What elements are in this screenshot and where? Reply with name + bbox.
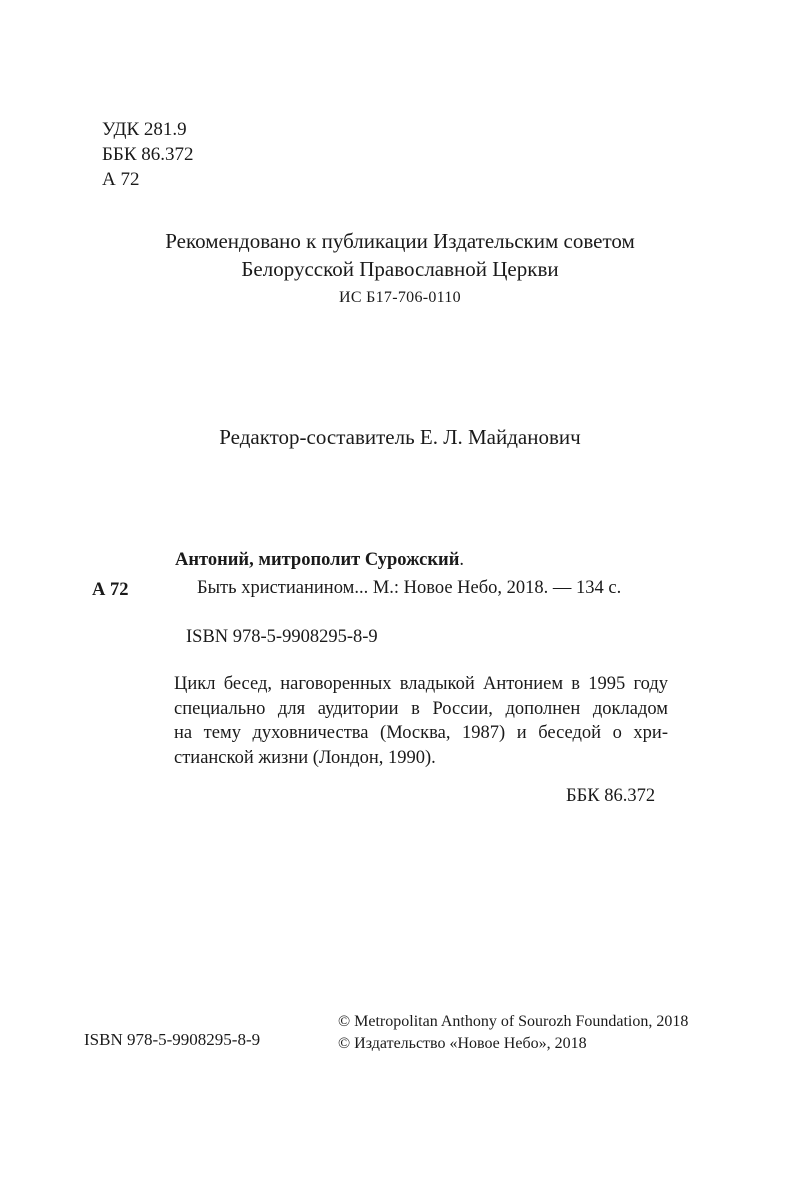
recommendation-line-1: Рекомендовано к публикации Издательским советом (165, 229, 635, 253)
annotation-line: стианской жизни (Лондон, 1990). (174, 747, 436, 768)
copyright-publisher: © Издательство «Новое Небо», 2018 (338, 1035, 587, 1052)
footer-isbn: ISBN 978-5-9908295-8-9 (84, 1030, 261, 1049)
recommendation-line-2: Белорусской Православной Церкви (241, 257, 559, 281)
udk-code: УДК 281.9 (102, 119, 187, 140)
catalog-author (175, 550, 464, 571)
annotation-line: специально для аудитории в России, дополнен докладом (174, 698, 668, 719)
author-sign-code: А 72 (102, 169, 140, 190)
copyright-foundation: © Metropolitan Anthony of Sourozh Foundation, 2018 (338, 1013, 689, 1030)
annotation-line: Цикл бесед, наговоренных владыкой Антонием в 1995 году (174, 674, 668, 694)
catalog-title: Быть христианином... М.: Новое Небо, 2018. — 134 с. (197, 578, 622, 598)
recommendation-code: ИС Б17-706-0110 (339, 289, 461, 306)
catalog-author-punct: . (459, 550, 464, 570)
bbk-code: ББК 86.372 (102, 144, 194, 165)
editor-credit: Редактор-составитель Е. Л. Майданович (219, 425, 581, 449)
catalog-author-name: Антоний, митрополит Сурожский (175, 550, 460, 570)
classification-codes (102, 117, 194, 192)
catalog-sign: А 72 (92, 580, 129, 600)
annotation-line: на тему духовничества (Москва, 1987) и беседой о хри- (174, 723, 668, 743)
catalog-annotation (174, 672, 668, 770)
catalog-isbn: ISBN 978-5-9908295-8-9 (186, 627, 378, 647)
catalog-bbk: ББК 86.372 (566, 786, 656, 806)
